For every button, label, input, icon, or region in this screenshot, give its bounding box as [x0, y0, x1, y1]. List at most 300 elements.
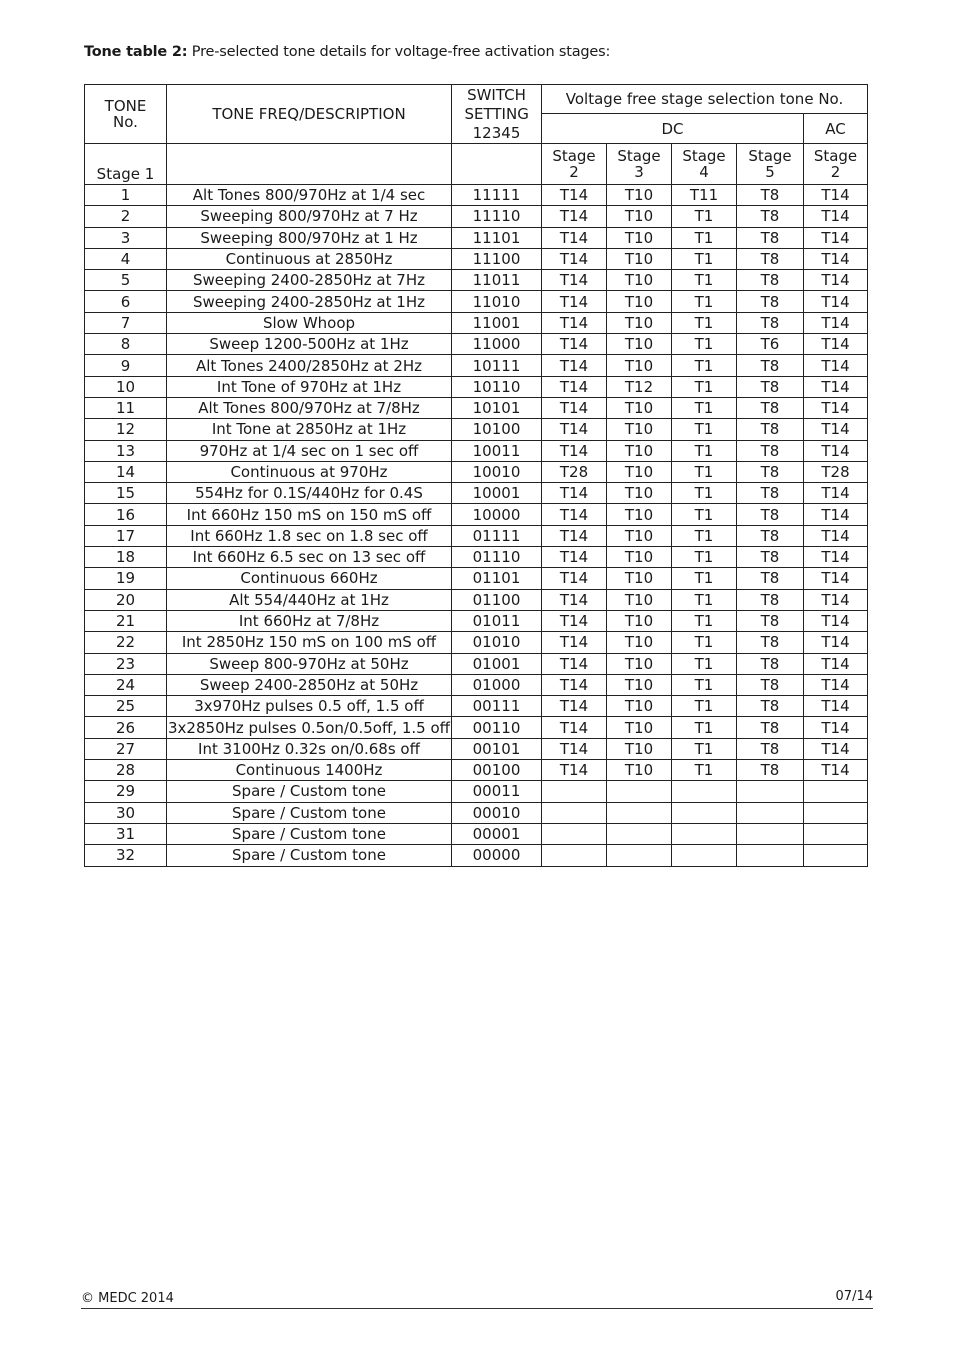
cell-stage2-dc: T14	[542, 610, 607, 631]
cell-stage4-dc: T1	[672, 397, 737, 418]
cell-stage3-dc: T10	[607, 248, 672, 269]
cell-description: Continuous 1400Hz	[167, 760, 452, 781]
table-row	[85, 802, 868, 823]
cell-switch: 10100	[452, 419, 542, 440]
tone-rows	[85, 185, 868, 867]
cell-tone-no: 1	[85, 185, 167, 206]
cell-stage2-dc: T14	[542, 227, 607, 248]
table-row	[85, 334, 868, 355]
table-row	[85, 610, 868, 631]
header-stage-1: Stage 1	[85, 144, 167, 185]
cell-tone-no: 23	[85, 653, 167, 674]
table-row	[85, 185, 868, 206]
cell-stage4-dc	[672, 781, 737, 802]
cell-stage3-dc: T10	[607, 589, 672, 610]
cell-stage3-dc: T10	[607, 568, 672, 589]
cell-description: 970Hz at 1/4 sec on 1 sec off	[167, 440, 452, 461]
cell-switch: 00000	[452, 845, 542, 866]
cell-switch: 00110	[452, 717, 542, 738]
cell-stage2-ac: T14	[804, 696, 868, 717]
table-row	[85, 270, 868, 291]
cell-switch: 01101	[452, 568, 542, 589]
cell-description: Int Tone at 2850Hz at 1Hz	[167, 419, 452, 440]
cell-stage4-dc	[672, 802, 737, 823]
cell-description: Continuous 660Hz	[167, 568, 452, 589]
table-row	[85, 738, 868, 759]
cell-stage4-dc: T1	[672, 504, 737, 525]
header-tone-no: TONE No.	[85, 85, 167, 144]
header-stage: Stage 3	[607, 144, 672, 185]
cell-description: Sweeping 2400-2850Hz at 1Hz	[167, 291, 452, 312]
cell-stage4-dc: T1	[672, 547, 737, 568]
cell-description: 3x2850Hz pulses 0.5on/0.5off, 1.5 off	[168, 718, 450, 737]
cell-stage2-ac: T14	[804, 397, 868, 418]
cell-tone-no: 3	[85, 227, 167, 248]
cell-stage4-dc: T1	[672, 334, 737, 355]
cell-description: Sweeping 800/970Hz at 7 Hz	[167, 206, 452, 227]
cell-stage2-dc: T14	[542, 440, 607, 461]
cell-stage5-dc: T8	[737, 717, 804, 738]
cell-stage2-ac: T14	[804, 206, 868, 227]
cell-tone-no: 20	[85, 589, 167, 610]
cell-stage4-dc: T1	[672, 270, 737, 291]
cell-tone-no: 29	[85, 781, 167, 802]
table-row	[85, 397, 868, 418]
cell-stage5-dc: T8	[737, 206, 804, 227]
cell-description: Sweeping 800/970Hz at 1 Hz	[167, 227, 452, 248]
cell-stage2-ac: T14	[804, 674, 868, 695]
cell-stage4-dc: T1	[672, 696, 737, 717]
cell-stage2-dc: T14	[542, 674, 607, 695]
cell-tone-no: 8	[85, 334, 167, 355]
cell-stage5-dc	[737, 845, 804, 866]
cell-switch: 11001	[452, 312, 542, 333]
cell-stage2-ac: T14	[804, 334, 868, 355]
cell-tone-no: 12	[85, 419, 167, 440]
header-stage: Stage 2	[542, 144, 607, 185]
cell-stage5-dc: T8	[737, 760, 804, 781]
cell-switch: 10000	[452, 504, 542, 525]
cell-stage3-dc: T10	[607, 185, 672, 206]
cell-stage5-dc: T8	[737, 483, 804, 504]
cell-stage3-dc: T10	[607, 355, 672, 376]
cell-stage3-dc: T10	[607, 291, 672, 312]
cell-description: Int 3100Hz 0.32s on/0.68s off	[167, 738, 452, 759]
cell-stage3-dc: T10	[607, 525, 672, 546]
cell-description: Int Tone of 970Hz at 1Hz	[167, 376, 452, 397]
cell-stage4-dc: T1	[672, 355, 737, 376]
cell-switch: 01100	[452, 589, 542, 610]
header-voltage-free: Voltage free stage selection tone No.	[542, 85, 868, 114]
cell-stage4-dc: T1	[672, 376, 737, 397]
cell-tone-no: 14	[85, 461, 167, 482]
cell-stage2-ac: T14	[804, 227, 868, 248]
cell-stage2-ac: T14	[804, 440, 868, 461]
cell-stage2-dc: T14	[542, 397, 607, 418]
table-row	[85, 440, 868, 461]
cell-tone-no: 5	[85, 270, 167, 291]
cell-stage2-dc: T14	[542, 355, 607, 376]
cell-stage5-dc: T8	[737, 589, 804, 610]
cell-stage2-ac: T14	[804, 355, 868, 376]
cell-description: Sweep 2400-2850Hz at 50Hz	[167, 674, 452, 695]
caption-label: Tone table 2:	[84, 44, 188, 60]
cell-switch: 11111	[452, 185, 542, 206]
cell-stage2-ac: T14	[804, 419, 868, 440]
cell-stage4-dc	[672, 845, 737, 866]
cell-stage5-dc: T8	[737, 440, 804, 461]
cell-switch: 11010	[452, 291, 542, 312]
cell-stage2-ac: T14	[804, 291, 868, 312]
cell-stage2-ac: T14	[804, 717, 868, 738]
cell-switch: 10001	[452, 483, 542, 504]
cell-stage2-dc: T14	[542, 206, 607, 227]
cell-description: Int 660Hz 1.8 sec on 1.8 sec off	[167, 525, 452, 546]
cell-stage5-dc: T8	[737, 291, 804, 312]
cell-switch: 01110	[452, 547, 542, 568]
cell-stage2-ac: T14	[804, 525, 868, 546]
cell-stage2-dc: T14	[542, 483, 607, 504]
cell-stage4-dc: T1	[672, 483, 737, 504]
cell-tone-no: 28	[85, 760, 167, 781]
cell-tone-no: 25	[85, 696, 167, 717]
cell-switch: 11000	[452, 334, 542, 355]
cell-switch: 01011	[452, 610, 542, 631]
cell-stage4-dc: T1	[672, 717, 737, 738]
table-row	[85, 461, 868, 482]
cell-stage2-dc: T14	[542, 312, 607, 333]
cell-stage5-dc: T8	[737, 632, 804, 653]
cell-stage3-dc: T10	[607, 461, 672, 482]
cell-switch: 01010	[452, 632, 542, 653]
cell-stage2-dc	[542, 781, 607, 802]
cell-stage5-dc: T8	[737, 419, 804, 440]
table-row	[85, 525, 868, 546]
cell-stage3-dc: T10	[607, 206, 672, 227]
cell-stage3-dc	[607, 823, 672, 844]
cell-switch: 11110	[452, 206, 542, 227]
table-row	[85, 823, 868, 844]
cell-stage3-dc: T12	[607, 376, 672, 397]
cell-stage3-dc: T10	[607, 674, 672, 695]
cell-tone-no: 15	[85, 483, 167, 504]
cell-stage4-dc: T1	[672, 206, 737, 227]
cell-stage2-dc: T14	[542, 653, 607, 674]
cell-stage2-dc: T14	[542, 334, 607, 355]
cell-description: Spare / Custom tone	[167, 823, 452, 844]
cell-description: Alt Tones 800/970Hz at 7/8Hz	[167, 397, 452, 418]
cell-stage4-dc: T1	[672, 610, 737, 631]
cell-tone-no: 30	[85, 802, 167, 823]
table-row	[85, 632, 868, 653]
tone-table	[84, 84, 868, 867]
cell-stage2-dc: T14	[542, 270, 607, 291]
table-row	[85, 717, 868, 738]
cell-stage5-dc: T8	[737, 547, 804, 568]
table-row	[85, 227, 868, 248]
cell-switch: 00100	[452, 760, 542, 781]
cell-description: Continuous at 970Hz	[167, 461, 452, 482]
cell-stage2-ac	[804, 802, 868, 823]
cell-stage4-dc: T1	[672, 419, 737, 440]
cell-stage2-ac	[804, 845, 868, 866]
header-blank-desc	[167, 144, 452, 185]
table-row	[85, 781, 868, 802]
cell-stage2-ac: T14	[804, 760, 868, 781]
cell-stage2-dc: T14	[542, 547, 607, 568]
cell-description: 3x970Hz pulses 0.5 off, 1.5 off	[167, 696, 452, 717]
cell-stage2-ac: T14	[804, 589, 868, 610]
cell-switch: 10101	[452, 397, 542, 418]
cell-tone-no: 7	[85, 312, 167, 333]
cell-stage5-dc: T8	[737, 397, 804, 418]
cell-description: Spare / Custom tone	[167, 845, 452, 866]
cell-tone-no: 10	[85, 376, 167, 397]
cell-stage3-dc: T10	[607, 610, 672, 631]
table-row	[85, 653, 868, 674]
table-row	[85, 291, 868, 312]
revision-date: 07/14	[835, 1289, 873, 1304]
cell-stage5-dc	[737, 802, 804, 823]
cell-stage2-dc: T14	[542, 589, 607, 610]
cell-stage5-dc: T8	[737, 696, 804, 717]
cell-stage4-dc: T1	[672, 227, 737, 248]
cell-stage4-dc	[672, 823, 737, 844]
cell-stage5-dc: T8	[737, 610, 804, 631]
cell-tone-no: 16	[85, 504, 167, 525]
cell-stage5-dc: T8	[737, 461, 804, 482]
cell-stage2-dc: T28	[542, 461, 607, 482]
cell-stage3-dc: T10	[607, 227, 672, 248]
cell-switch: 00001	[452, 823, 542, 844]
cell-description: Alt Tones 800/970Hz at 1/4 sec	[167, 185, 452, 206]
table-row	[85, 504, 868, 525]
cell-stage4-dc: T1	[672, 738, 737, 759]
cell-stage5-dc: T8	[737, 674, 804, 695]
cell-stage2-ac: T14	[804, 568, 868, 589]
cell-switch: 10110	[452, 376, 542, 397]
header-switch-setting: SWITCH SETTING 12345	[452, 85, 542, 144]
cell-stage3-dc	[607, 802, 672, 823]
cell-description: Slow Whoop	[167, 312, 452, 333]
cell-switch: 01000	[452, 674, 542, 695]
table-row	[85, 696, 868, 717]
cell-description: Int 660Hz 150 mS on 150 mS off	[167, 504, 452, 525]
cell-tone-no: 21	[85, 610, 167, 631]
table-row	[85, 845, 868, 866]
header-dc: DC	[542, 114, 804, 144]
cell-stage2-ac	[804, 781, 868, 802]
cell-stage2-ac: T14	[804, 185, 868, 206]
cell-stage3-dc: T10	[607, 504, 672, 525]
cell-tone-no: 27	[85, 738, 167, 759]
cell-stage4-dc: T1	[672, 461, 737, 482]
cell-stage2-ac	[804, 823, 868, 844]
cell-tone-no: 11	[85, 397, 167, 418]
table-row	[85, 312, 868, 333]
cell-description: Sweeping 2400-2850Hz at 7Hz	[167, 270, 452, 291]
cell-switch: 10010	[452, 461, 542, 482]
cell-description: 554Hz for 0.1S/440Hz for 0.4S	[167, 483, 452, 504]
table-row	[85, 248, 868, 269]
cell-stage4-dc: T1	[672, 525, 737, 546]
cell-stage3-dc: T10	[607, 312, 672, 333]
cell-stage3-dc: T10	[607, 696, 672, 717]
cell-stage2-dc: T14	[542, 376, 607, 397]
cell-stage4-dc: T1	[672, 291, 737, 312]
cell-stage5-dc: T8	[737, 738, 804, 759]
cell-stage2-dc: T14	[542, 525, 607, 546]
cell-tone-no: 31	[85, 823, 167, 844]
cell-switch: 00111	[452, 696, 542, 717]
cell-stage4-dc: T1	[672, 248, 737, 269]
cell-stage5-dc: T8	[737, 270, 804, 291]
cell-tone-no: 19	[85, 568, 167, 589]
table-row	[85, 760, 868, 781]
cell-tone-no: 24	[85, 674, 167, 695]
cell-stage3-dc: T10	[607, 738, 672, 759]
table-row	[85, 589, 868, 610]
cell-stage5-dc	[737, 823, 804, 844]
header-stage: Stage 4	[672, 144, 737, 185]
cell-tone-no: 9	[85, 355, 167, 376]
cell-stage4-dc: T1	[672, 632, 737, 653]
cell-stage5-dc: T6	[737, 334, 804, 355]
cell-description: Alt Tones 2400/2850Hz at 2Hz	[167, 355, 452, 376]
cell-switch: 10011	[452, 440, 542, 461]
cell-stage2-dc: T14	[542, 717, 607, 738]
header-stage: Stage 5	[737, 144, 804, 185]
cell-stage2-ac: T14	[804, 738, 868, 759]
table-caption	[84, 44, 610, 60]
table-row	[85, 568, 868, 589]
cell-stage3-dc: T10	[607, 270, 672, 291]
cell-tone-no: 32	[85, 845, 167, 866]
cell-stage5-dc: T8	[737, 248, 804, 269]
cell-tone-no: 17	[85, 525, 167, 546]
cell-stage3-dc: T10	[607, 717, 672, 738]
header-blank-switch	[452, 144, 542, 185]
cell-stage2-ac: T14	[804, 653, 868, 674]
cell-stage2-dc	[542, 823, 607, 844]
cell-stage5-dc: T8	[737, 355, 804, 376]
cell-stage3-dc: T10	[607, 334, 672, 355]
cell-stage5-dc	[737, 781, 804, 802]
cell-tone-no: 26	[85, 717, 167, 738]
cell-tone-no: 18	[85, 547, 167, 568]
cell-tone-no: 6	[85, 291, 167, 312]
cell-switch: 01001	[452, 653, 542, 674]
cell-stage4-dc: T1	[672, 568, 737, 589]
cell-stage3-dc: T10	[607, 397, 672, 418]
header-stage: Stage 2	[804, 144, 868, 185]
table-row	[85, 483, 868, 504]
cell-tone-no: 13	[85, 440, 167, 461]
cell-stage2-dc: T14	[542, 504, 607, 525]
header-ac: AC	[804, 114, 868, 144]
cell-stage5-dc: T8	[737, 504, 804, 525]
cell-stage5-dc: T8	[737, 376, 804, 397]
cell-tone-no: 2	[85, 206, 167, 227]
table-row	[85, 355, 868, 376]
cell-description: Continuous at 2850Hz	[167, 248, 452, 269]
cell-description: Alt 554/440Hz at 1Hz	[167, 589, 452, 610]
cell-stage3-dc	[607, 845, 672, 866]
cell-stage2-ac: T28	[804, 461, 868, 482]
cell-stage2-dc: T14	[542, 696, 607, 717]
cell-stage3-dc: T10	[607, 483, 672, 504]
cell-switch: 10111	[452, 355, 542, 376]
cell-stage3-dc: T10	[607, 547, 672, 568]
cell-stage2-ac: T14	[804, 483, 868, 504]
cell-switch: 11011	[452, 270, 542, 291]
cell-description: Sweep 1200-500Hz at 1Hz	[167, 334, 452, 355]
cell-stage2-dc: T14	[542, 760, 607, 781]
table-row	[85, 547, 868, 568]
cell-stage5-dc: T8	[737, 227, 804, 248]
cell-description: Spare / Custom tone	[167, 802, 452, 823]
cell-switch: 11101	[452, 227, 542, 248]
cell-description: Sweep 800-970Hz at 50Hz	[167, 653, 452, 674]
cell-stage4-dc: T11	[672, 185, 737, 206]
cell-stage2-dc: T14	[542, 632, 607, 653]
cell-stage2-dc: T14	[542, 248, 607, 269]
cell-stage2-ac: T14	[804, 632, 868, 653]
cell-stage4-dc: T1	[672, 589, 737, 610]
table-row	[85, 206, 868, 227]
cell-description: Int 660Hz at 7/8Hz	[167, 610, 452, 631]
cell-switch: 11100	[452, 248, 542, 269]
cell-stage3-dc: T10	[607, 760, 672, 781]
table-row	[85, 419, 868, 440]
cell-stage2-dc	[542, 802, 607, 823]
cell-stage3-dc: T10	[607, 440, 672, 461]
cell-description: Spare / Custom tone	[167, 781, 452, 802]
header-description: TONE FREQ/DESCRIPTION	[167, 85, 452, 144]
cell-stage5-dc: T8	[737, 653, 804, 674]
cell-stage3-dc: T10	[607, 653, 672, 674]
cell-tone-no: 4	[85, 248, 167, 269]
cell-stage2-ac: T14	[804, 376, 868, 397]
caption-text: Pre-selected tone details for voltage-free activation stages:	[187, 44, 611, 60]
page-footer	[81, 1290, 873, 1309]
cell-description: Int 2850Hz 150 mS on 100 mS off	[167, 632, 452, 653]
cell-stage4-dc: T1	[672, 674, 737, 695]
cell-switch: 00011	[452, 781, 542, 802]
cell-stage2-ac: T14	[804, 610, 868, 631]
cell-stage4-dc: T1	[672, 653, 737, 674]
cell-stage5-dc: T8	[737, 568, 804, 589]
cell-stage3-dc: T10	[607, 419, 672, 440]
cell-switch: 00010	[452, 802, 542, 823]
cell-switch: 01111	[452, 525, 542, 546]
cell-stage5-dc: T8	[737, 185, 804, 206]
cell-stage2-dc: T14	[542, 291, 607, 312]
copyright: © MEDC 2014	[81, 1291, 174, 1306]
cell-switch: 00101	[452, 738, 542, 759]
table-row	[85, 376, 868, 397]
cell-stage2-ac: T14	[804, 504, 868, 525]
cell-stage4-dc: T1	[672, 760, 737, 781]
cell-stage5-dc: T8	[737, 312, 804, 333]
cell-tone-no: 22	[85, 632, 167, 653]
cell-stage2-ac: T14	[804, 547, 868, 568]
cell-stage2-dc: T14	[542, 185, 607, 206]
cell-stage2-ac: T14	[804, 312, 868, 333]
cell-stage2-ac: T14	[804, 248, 868, 269]
cell-stage2-dc: T14	[542, 738, 607, 759]
cell-stage5-dc: T8	[737, 525, 804, 546]
